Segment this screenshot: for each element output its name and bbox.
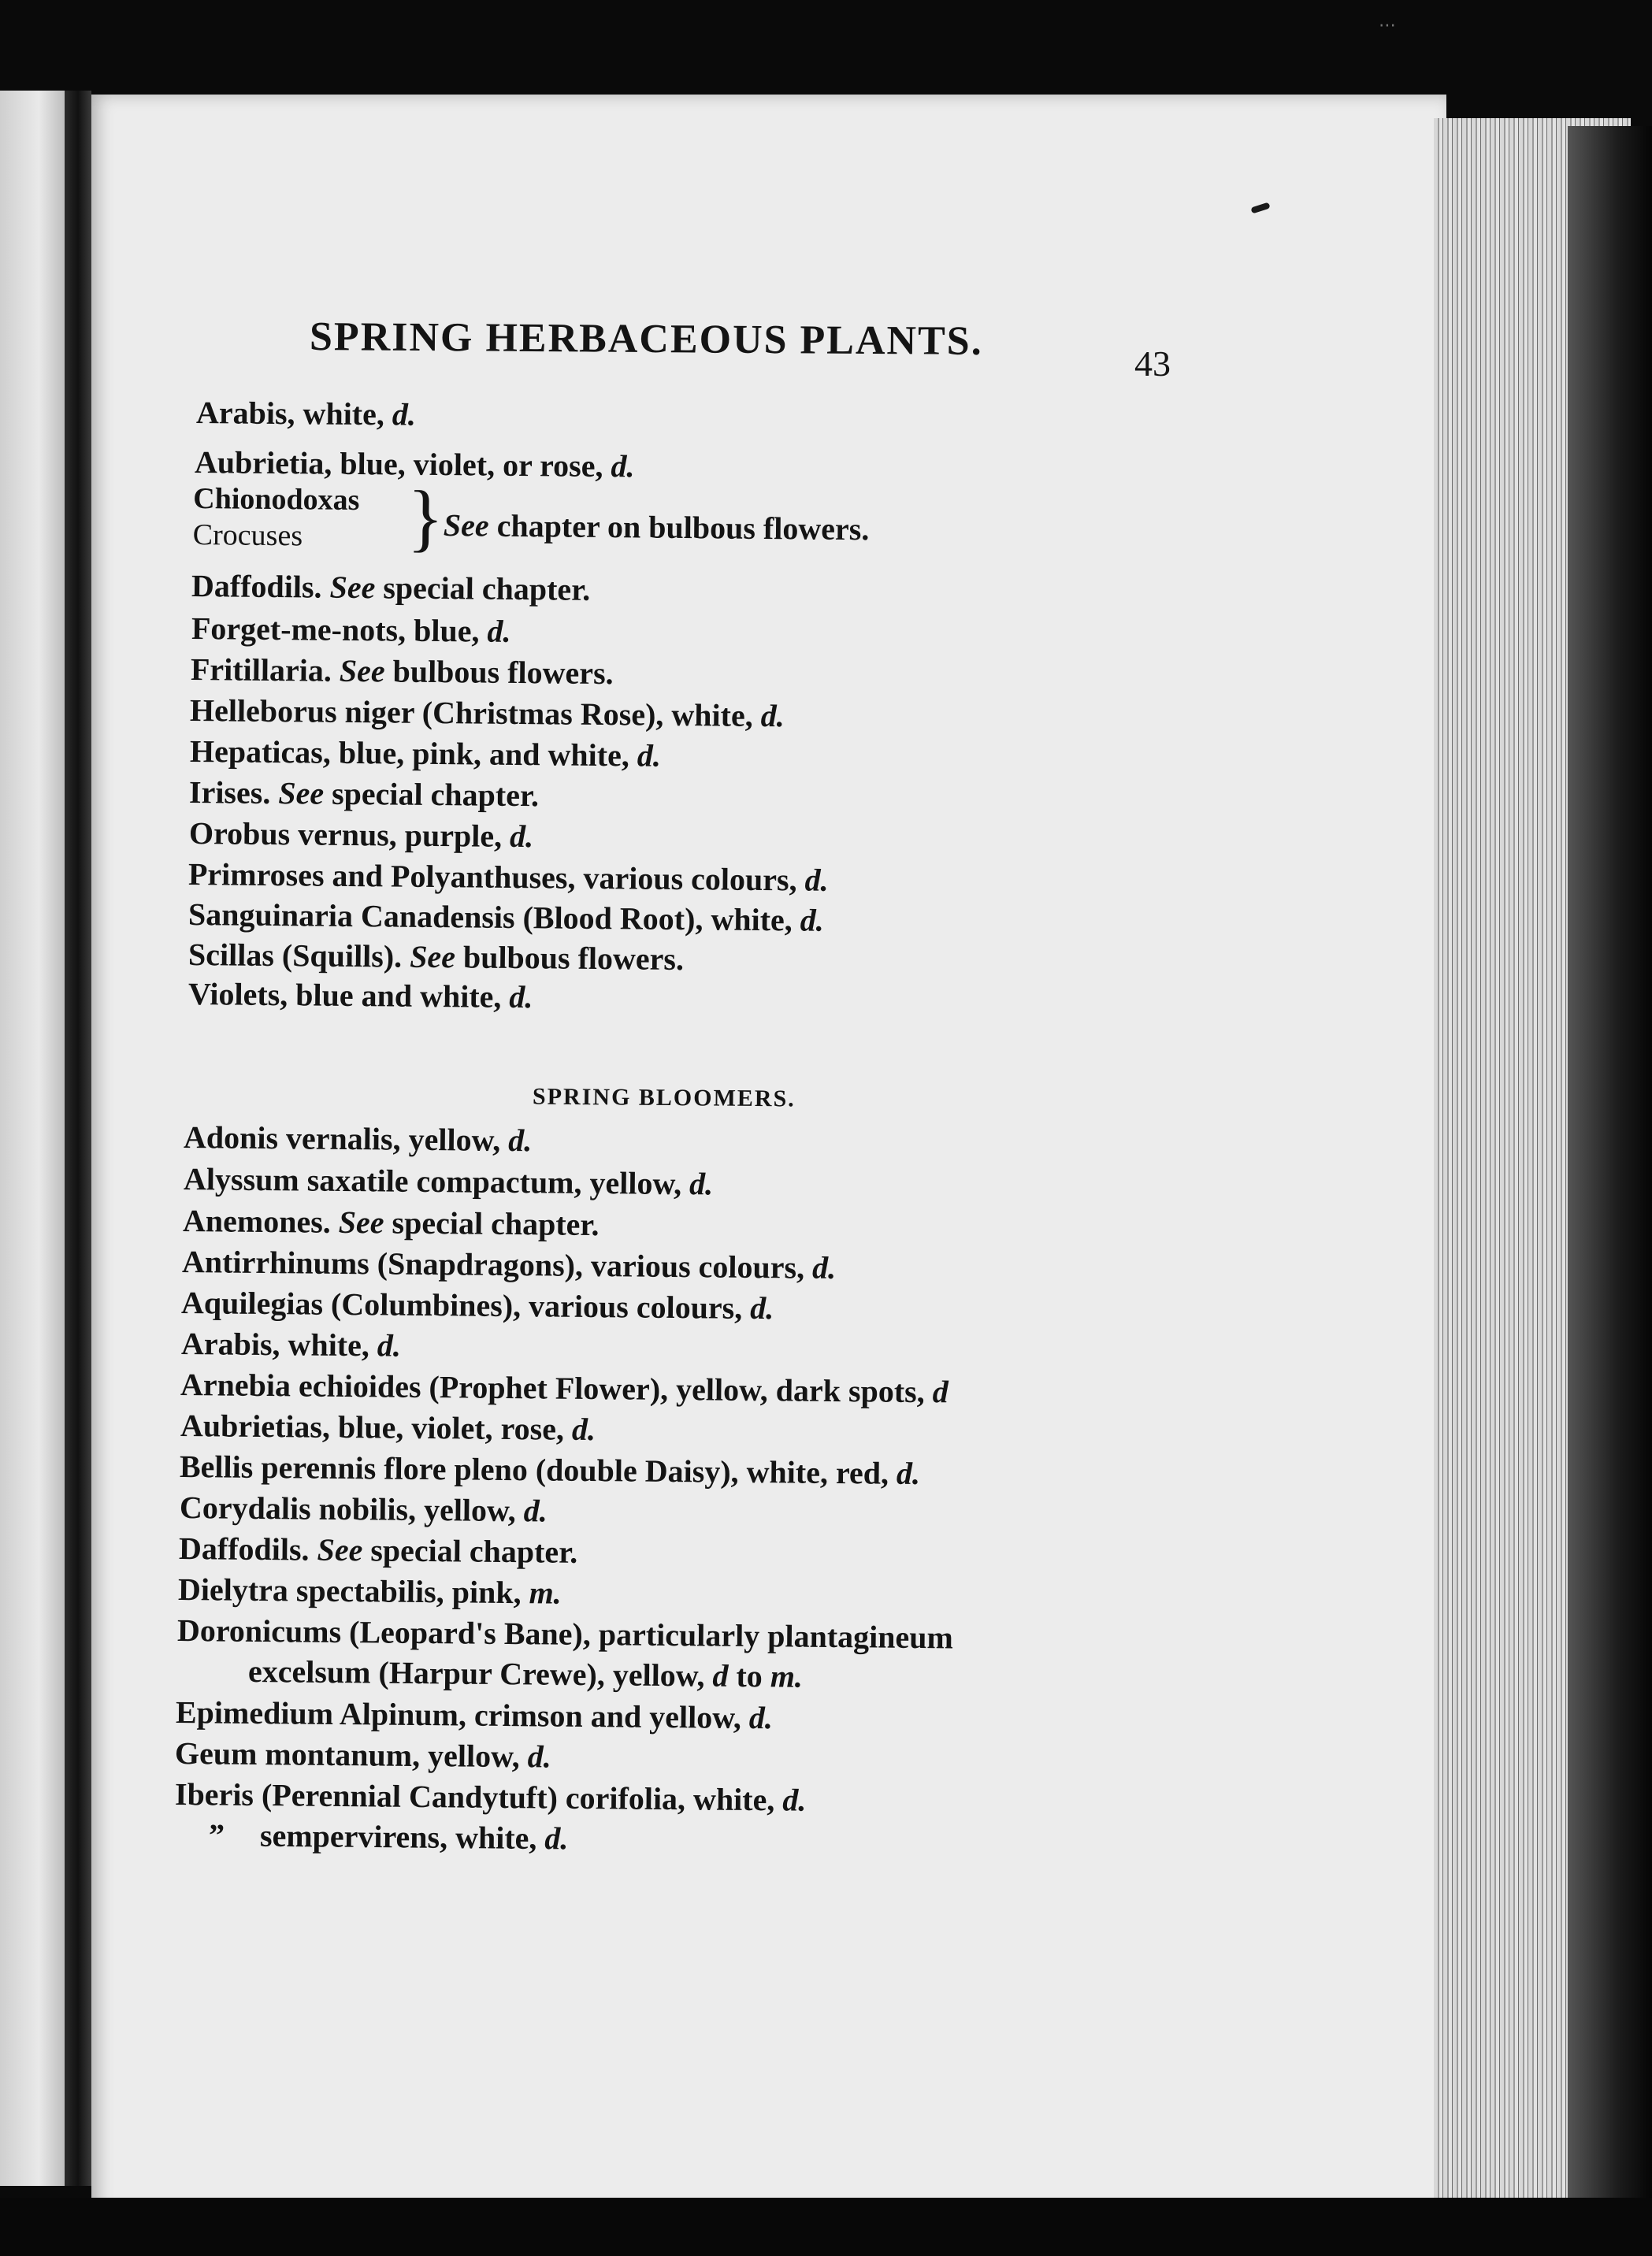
- list-item: Fritillaria. See bulbous flowers.: [190, 651, 614, 692]
- list-item: Epimedium Alpinum, crimson and yellow, d.: [175, 1694, 774, 1736]
- list-item: Bellis perennis flore pleno (double Daisy), white, red, d.: [179, 1449, 921, 1492]
- list-item: Aubrietias, blue, violet, rose, d.: [180, 1408, 596, 1448]
- list-item: Chionodoxas: [193, 482, 360, 518]
- list-item: Scillas (Squills). See bulbous flowers.: [187, 937, 685, 978]
- list-item: Anemones. See special chapter.: [182, 1203, 600, 1243]
- list-item: Arabis, white, d.: [180, 1326, 402, 1364]
- list-item: Irises. See special chapter.: [188, 774, 540, 814]
- bracket-note: See chapter on bulbous flowers.: [443, 507, 870, 547]
- page-number: 43: [1134, 343, 1171, 384]
- brace-glyph: }: [407, 474, 444, 560]
- list-item: Daffodils. See special chapter.: [191, 568, 591, 607]
- list-item: Doronicums (Leopard's Bane), particularly plantagineum: [176, 1612, 954, 1656]
- section-heading: SPRING BLOOMERS.: [532, 1083, 796, 1112]
- list-item: Daffodils. See special chapter.: [178, 1531, 578, 1570]
- list-item: Geum montanum, yellow, d.: [174, 1735, 551, 1775]
- list-item: Arabis, white, d.: [195, 395, 417, 432]
- list-item: Corydalis nobilis, yellow, d.: [179, 1490, 548, 1529]
- running-head: SPRING HERBACEOUS PLANTS.: [309, 314, 983, 364]
- book-cover-edge: [1568, 126, 1652, 2253]
- list-item: Sanguinaria Canadensis (Blood Root), white, d.: [187, 896, 824, 938]
- list-item: Adonis vernalis, yellow, d.: [183, 1119, 533, 1159]
- list-item: Aquilegias (Columbines), various colours, d.: [180, 1285, 774, 1327]
- list-item: Violets, blue and white, d.: [187, 976, 533, 1015]
- list-item-continuation: excelsum (Harpur Crewe), yellow, d to m.: [247, 1653, 804, 1694]
- ditto-mark: ”: [208, 1817, 225, 1853]
- scan-bottom-border: [0, 2198, 1652, 2256]
- list-item: Arnebia echioides (Prophet Flower), yellow, dark spots, d: [180, 1367, 949, 1410]
- list-item: Hepaticas, blue, pink, and white, d.: [189, 733, 662, 774]
- list-item: Orobus vernus, purple, d.: [188, 815, 534, 855]
- list-item: ” sempervirens, white, d.: [208, 1817, 569, 1857]
- book-gutter: [65, 91, 91, 2186]
- list-item: Iberis (Perennial Candytuft) corifolia, white, d.: [174, 1776, 807, 1818]
- list-item: Antirrhinums (Snapdragons), various colours, d.: [181, 1244, 837, 1286]
- list-item: Aubrietia, blue, violet, or rose, d.: [194, 444, 635, 484]
- scan-corner-mark: ⋯: [1379, 16, 1396, 35]
- left-page-edge: [0, 91, 65, 2186]
- bracketed-names: [193, 481, 360, 555]
- list-item: Primroses and Polyanthuses, various colours, d.: [187, 856, 829, 898]
- bracketed-entry-group: [192, 474, 982, 564]
- list-item: Helleborus niger (Christmas Rose), white, d.: [189, 692, 785, 734]
- list-item: Dielytra spectabilis, pink, m.: [177, 1571, 562, 1611]
- list-item: Forget-me-nots, blue, d.: [191, 610, 511, 649]
- list-item: Crocuses: [192, 518, 303, 553]
- list-item: Alyssum saxatile compactum, yellow, d.: [183, 1161, 714, 1202]
